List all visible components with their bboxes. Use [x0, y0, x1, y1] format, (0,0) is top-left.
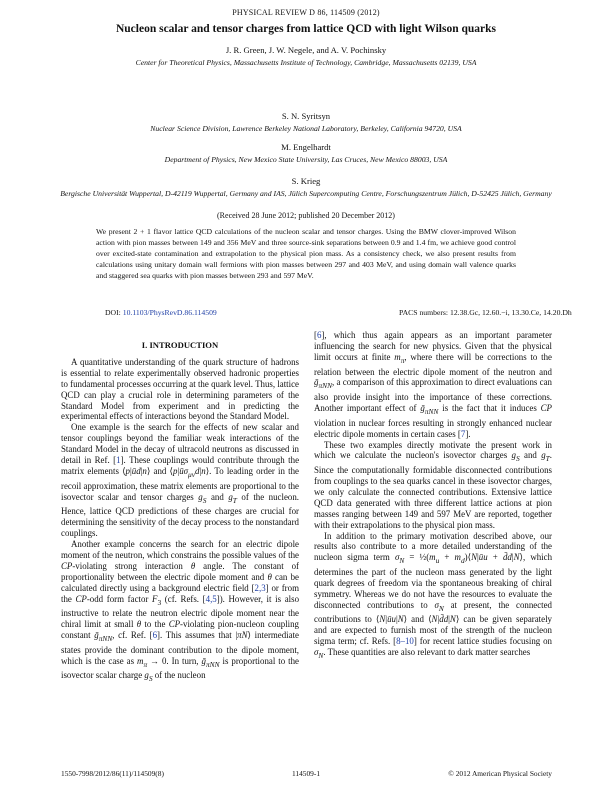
- author-list: M. Engelhardt: [281, 142, 331, 152]
- author-list: S. N. Syritsyn: [281, 111, 331, 121]
- page-number: 114509-1: [291, 769, 321, 778]
- left-column: [61, 340, 299, 685]
- paper-title: Nucleon scalar and tensor charges from lattice QCD with light Wilson quarks: [115, 23, 497, 35]
- copyright: © 2012 American Physical Society: [448, 769, 552, 778]
- doi-line: [105, 308, 217, 317]
- pacs-numbers: PACS numbers: 12.38.Gc, 12.60.−i, 13.30.Ce, 14.20.Dh: [399, 308, 572, 317]
- journal-header: PHYSICAL REVIEW D 86, 114509 (2012): [232, 8, 380, 17]
- author-list: J. R. Green, J. W. Negele, and A. V. Pochinsky: [225, 45, 387, 55]
- footer-issn: 1550-7998/2012/86(11)/114509(8): [61, 769, 164, 778]
- affiliation: Center for Theoretical Physics, Massachusetts Institute of Technology, Cambridge, Massachusetts 02139, USA: [135, 58, 477, 67]
- section-heading: I. INTRODUCTION: [141, 340, 219, 350]
- paragraph: Another example concerns the search for an electric dipole moment of the neutron, which constrains the possible values of the CP-violating strong interaction θ angle. The constant of proportionality between the electric dipole moment and θ can be calculated directly using a background electric field [2,3] or from the CP-odd form factor $F_3$ (cf. Refs. [4,5]). However, it is also instructive to relate the neutron electric dipole moment near the chiral limit at small θ to the CP-violating pion-nucleon coupling constant ḡ$_{\pi NN}$, cf. Ref. [6]. This assumes that |πN⟩ intermediate states provide the dominant contribution to the dipole moment, which is the case as $m_\pi \to 0$. In turn, ḡ$_{\pi NN}$ is proportional to the isovector scalar charge $g_S$ of the nucleon: [61, 538, 300, 684]
- abstract: We present 2 + 1 flavor lattice QCD calculations of the nucleon scalar and tensor charges. Using the BMW clover-improved Wilson action with pion masses between 149 and 356 MeV and three source-sink separations between 0.9 and 1.4 fm, we achieve good control over excited-state contamination and extrapolation to the physical pion mass. As a consistency check, we also present results from calculations using unitary domain wall fermions with pion masses between 297 and 403 MeV, and using domain wall valence quarks and staggered sea quarks with pion masses between 293 and 597 MeV.: [96, 227, 516, 280]
- paragraph: One example is the search for the effects of new scalar and tensor couplings beyond the familiar weak interactions of the Standard Model in the decay of ultracold neutrons as discussed in detail in Ref. [1]. These couplings would contribute through the matrix elements ⟨p|ūd|n⟩ and $⟨p|ū\sigma_{\mu\nu}d|n⟩$. To leading order in the recoil approximation, these matrix elements are proportional to the isovector scalar and tensor charges $g_S$ and $g_T$ of the nucleon. Hence, lattice QCD predictions of these charges are crucial for determining the sensitivity of the decay process to the nonstandard couplings.: [61, 422, 300, 539]
- paragraph: In addition to the primary motivation described above, our results also contribute to a more detailed understanding of the nucleon sigma term $\sigma_N$ = $\frac{1}{2}(m_u$ + $m_d)⟨N|ūu$ + d̄d|N⟩, which determines the part of the nucleon mass generated by the light quark degrees of freedom via the spontaneous breaking of chiral symmetry. Whereas we do not have the resources to evaluate the disconnected contributions to $\sigma_N$ at present, the connected contributions to ⟨N|ūu|N⟩ and ⟨N|d̄d|N⟩ can be given separately and are expected to furnish most of the strength of the nucleon sigma term; cf. Refs. [8–10] for recent lattice studies focusing on $\sigma_N$. These quantities are also relevant to dark matter searches: [314, 530, 553, 660]
- affiliation: Department of Physics, New Mexico State University, Las Cruces, New Mexico 88003, USA: [164, 155, 448, 164]
- affiliation: Nuclear Science Division, Lawrence Berkeley National Laboratory, Berkeley, California 94720, USA: [150, 124, 462, 133]
- paragraph: A quantitative understanding of the quark structure of hadrons is essential to relate experimentally observed hadronic properties to fundamental processes occurring at the quark level. Thus, lattice QCD can play a crucial role in determining parameters of the Standard Model from experiment and in predicting the experimental effects of interactions beyond the Standard Model.: [61, 356, 299, 422]
- doi-label: DOI:: [105, 308, 123, 317]
- paragraph: [6], which thus again appears as an important parameter influencing the search for new physics. Given that the physical limit occurs at finite $m_\pi$, where there will be corrections to the relation between the electric dipole moment of the neutron and ḡ$_{\pi NN}$, a comparison of this approximation to direct evaluations can also provide insight into the importance of these corrections. Another important effect of ḡ$_{\pi NN}$ is the fact that it induces CP violation in nuclear forces resulting in strongly enhanced nuclear electric dipole moments in certain cases [7].: [314, 330, 552, 439]
- affiliation: Bergische Universität Wuppertal, D-42119 Wuppertal, Germany and IAS, Jülich Supercomputing Centre, Forschungszentrum Jülich, D-52425 Jülich, Germany: [60, 189, 552, 198]
- paragraph: These two examples directly motivate the present work in which we calculate the nucleon's isovector charges $g_S$ and $g_T$. Since the computationally formidable disconnected contributions from couplings to the sea quarks cancel in these isovector charges, we only calculate the connected contributions. Extensive lattice QCD data generated with three different lattice actions at pion masses ranging between 149 and 597 MeV are reported, together with their extrapolations to the physical pion mass.: [314, 439, 552, 530]
- received-dates: (Received 28 June 2012; published 20 December 2012): [217, 211, 395, 220]
- doi-link[interactable]: 10.1103/PhysRevD.86.114509: [122, 308, 217, 317]
- author-list: S. Krieg: [291, 176, 321, 186]
- right-column: [314, 330, 552, 662]
